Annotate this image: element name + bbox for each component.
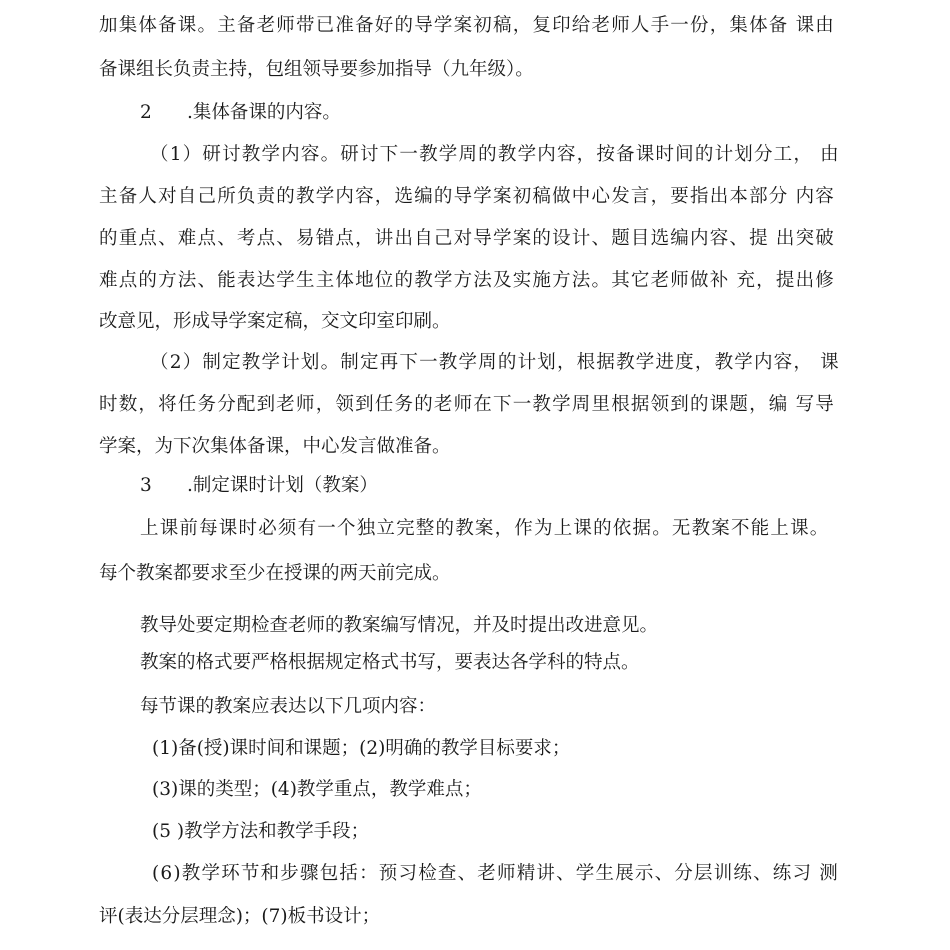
text-line: （2）制定教学计划。制定再下一教学周的计划，根据教学进度，教学内容， 课	[150, 352, 840, 373]
list-item: (3)课的类型；(4)教学重点，教学难点；	[152, 779, 482, 800]
list-item: (1)备(授)课时间和课题；(2)明确的教学目标要求；	[152, 738, 571, 759]
text-line: 学案，为下次集体备课，中心发言做准备。	[99, 436, 451, 457]
list-item: (6)教学环节和步骤包括：预习检查、老师精讲、学生展示、分层训练、练习 测	[152, 863, 839, 884]
text-line: 加集体备课。主备老师带已准备好的导学案初稿，复印给老师人手一份，集体备 课由	[99, 15, 835, 36]
section-heading: 2 .集体备课的内容。	[140, 102, 341, 123]
list-item: 评(表达分层理念)；(7)板书设计；	[99, 906, 381, 927]
text-line: 上课前每课时必须有一个独立完整的教案，作为上课的依据。无教案不能上课。	[140, 518, 830, 539]
text-line: 的重点、难点、考点、易错点，讲出自己对导学案的设计、题目选编内容、提 出突破	[99, 228, 835, 249]
text-line: 备课组长负责主持，包组领导要参加指导（九年级）。	[99, 59, 534, 80]
text-line: 教案的格式要严格根据规定格式书写，要表达各学科的特点。	[140, 652, 640, 673]
text-line: 每个教案都要求至少在授课的两天前完成。	[99, 563, 451, 584]
text-line: 时数，将任务分配到老师，领到任务的老师在下一教学周里根据领到的课题，编 写导	[99, 394, 835, 415]
text-line: （1）研讨教学内容。研讨下一教学周的教学内容，按备课时间的计划分工， 由	[150, 144, 840, 165]
list-item: (5 )教学方法和教学手段；	[152, 821, 370, 842]
text-line: 主备人对自己所负责的教学内容，选编的导学案初稿做中心发言，要指出本部分 内容	[99, 186, 835, 207]
section-heading: 3 .制定课时计划（教案）	[140, 475, 378, 496]
text-line: 改意见，形成导学案定稿，交文印室印刷。	[99, 311, 451, 332]
text-line: 教导处要定期检查老师的教案编写情况，并及时提出改进意见。	[140, 615, 659, 636]
text-line: 难点的方法、能表达学生主体地位的教学方法及实施方法。其它老师做补 充，提出修	[99, 270, 835, 291]
text-line: 每节课的教案应表达以下几项内容：	[140, 696, 437, 717]
